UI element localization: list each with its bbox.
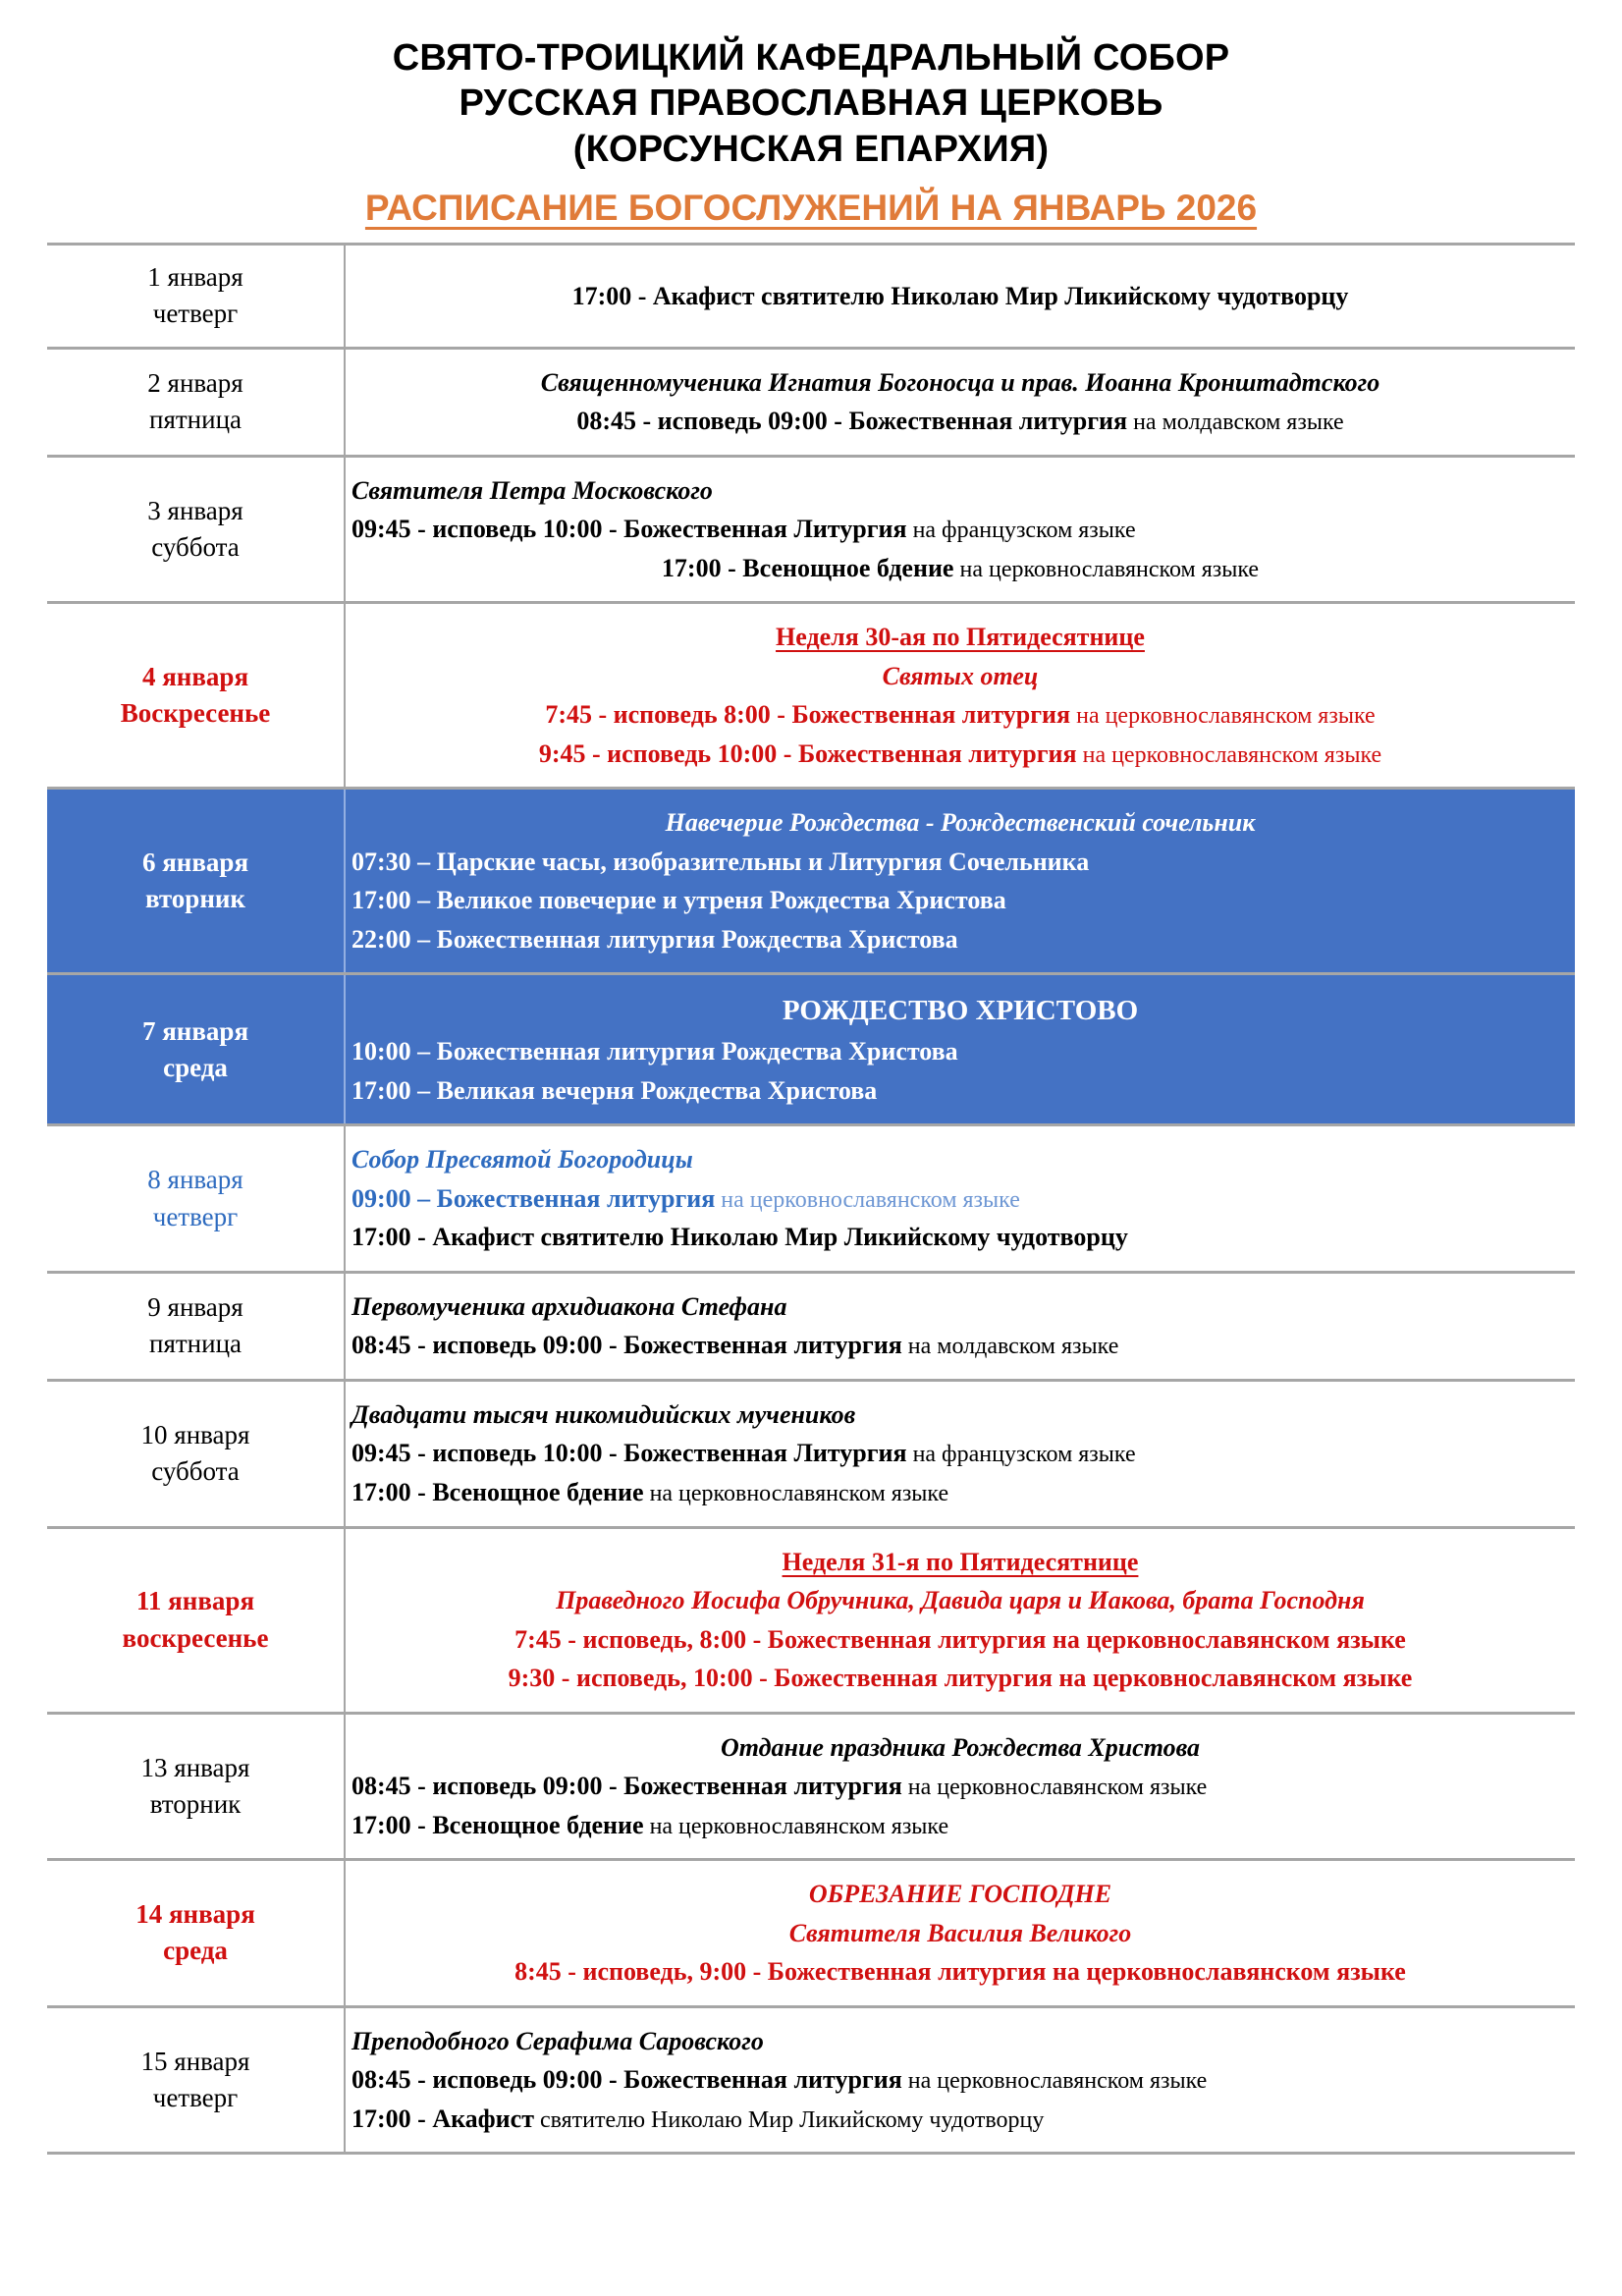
day-cell (47, 789, 345, 974)
day-name: воскресенье (122, 1622, 269, 1653)
service-line-main: 22:00 – Божественная литургия Рождества Христова (351, 924, 958, 954)
day-number: 7 января (141, 1015, 249, 1046)
schedule-row (47, 1527, 1575, 1713)
service-line-main: Преподобного Серафима Саровского (351, 2026, 764, 2055)
service-line-main: 10:00 – Божественная литургия Рождества Христова (351, 1037, 958, 1066)
service-line (351, 735, 1569, 774)
schedule-row (47, 1713, 1575, 1860)
day-name: пятница (149, 405, 242, 435)
service-line-main: Святителя Василия Великого (788, 1918, 1132, 1947)
service-line (351, 1543, 1569, 1582)
service-line (351, 1179, 1569, 1219)
service-line (351, 657, 1569, 696)
day-name: пятница (149, 1329, 242, 1359)
service-line-language: святителю Николаю Мир Ликийскому чудотворцу (533, 2106, 1045, 2133)
service-line-language: на церковнославянском языке (715, 1186, 1020, 1213)
service-line (351, 1473, 1569, 1512)
services-cell (345, 245, 1575, 349)
day-name: четверг (152, 299, 239, 329)
services-cell (345, 1125, 1575, 1273)
day-name: суббота (151, 1456, 240, 1487)
service-line-main: Отдание праздника Рождества Христова (720, 1732, 1201, 1762)
day-cell (47, 348, 345, 456)
service-line (351, 695, 1569, 735)
service-line-main: РОЖДЕСТВО ХРИСТОВО (782, 995, 1139, 1027)
service-line-main: 09:45 - исповедь 10:00 - Божественная Литургия (351, 1439, 907, 1468)
services-schedule-table (47, 243, 1575, 2155)
service-line (351, 843, 1569, 882)
schedule-row (47, 789, 1575, 974)
services-cell (345, 1713, 1575, 1860)
day-number: 11 января (135, 1586, 255, 1616)
day-cell (47, 2006, 345, 2154)
document-header (47, 35, 1575, 172)
day-name: Воскресенье (120, 698, 271, 729)
service-line (351, 1140, 1569, 1179)
day-number: 14 января (135, 1899, 255, 1930)
services-cell (345, 974, 1575, 1125)
service-line-main: Двадцати тысяч никомидийских мучеников (351, 1399, 856, 1429)
day-number: 15 января (140, 2046, 250, 2076)
service-line-main: 7:45 - исповедь 8:00 - Божественная литургия (545, 700, 1071, 730)
services-cell (345, 789, 1575, 974)
service-line-language: на церковнославянском языке (1076, 741, 1382, 768)
day-name: среда (163, 1052, 228, 1082)
day-name: четверг (152, 2082, 239, 2112)
day-cell (47, 1713, 345, 1860)
day-name: четверг (152, 1201, 239, 1231)
service-line-main: 08:45 - исповедь 09:00 - Божественная литургия (351, 1331, 902, 1360)
service-line-main: 09:00 – Божественная литургия (351, 1183, 716, 1213)
service-line (351, 1620, 1569, 1660)
day-number: 3 января (147, 495, 243, 525)
day-cell (47, 1860, 345, 2007)
service-line (351, 803, 1569, 843)
service-line (351, 277, 1569, 316)
services-cell (345, 2006, 1575, 2154)
schedule-row (47, 456, 1575, 603)
service-line-main: 17:00 - Всенощное бдение (661, 553, 954, 582)
service-line-main: Первомученика архидиакона Стефана (351, 1291, 787, 1321)
service-line (351, 1434, 1569, 1473)
schedule-row (47, 348, 1575, 456)
service-line (351, 363, 1569, 403)
day-number: 2 января (147, 367, 243, 398)
service-line (351, 2022, 1569, 2061)
service-line-main: 8:45 - исповедь, 9:00 - Божественная литургия на церковнославянском языке (514, 1957, 1406, 1987)
service-line (351, 471, 1569, 511)
service-line-main: 07:30 – Царские часы, изобразительны и Литургия Сочельника (351, 847, 1090, 876)
service-line-main: 9:45 - исповедь 10:00 - Божественная литургия (538, 738, 1077, 768)
service-line (351, 510, 1569, 549)
services-cell (345, 1527, 1575, 1713)
cathedral-name-line1: СВЯТО-ТРОИЦКИЙ КАФЕДРАЛЬНЫЙ СОБОР (392, 37, 1230, 79)
cathedral-name-line2: РУССКАЯ ПРАВОСЛАВНАЯ ЦЕРКОВЬ (459, 82, 1163, 125)
schedule-title (47, 188, 1575, 229)
day-number: 6 января (141, 847, 249, 877)
service-line-language: на церковнославянском языке (1070, 703, 1376, 730)
service-line-main: Навечерие Рождества - Рождественский сочельник (665, 808, 1256, 838)
service-line (351, 1218, 1569, 1257)
day-number: 4 января (141, 661, 249, 691)
services-cell (345, 456, 1575, 603)
day-cell (47, 245, 345, 349)
day-number: 9 января (147, 1292, 243, 1323)
service-line-main: Неделя 30-ая по Пятидесятнице (776, 623, 1145, 652)
service-line-main: 17:00 - Акафист святителю Николаю Мир Ликийскому чудотворцу (571, 281, 1349, 310)
day-cell (47, 603, 345, 789)
service-line (351, 2060, 1569, 2100)
schedule-row (47, 1860, 1575, 2007)
service-line (351, 1914, 1569, 1953)
service-line (351, 1659, 1569, 1698)
schedule-row (47, 1272, 1575, 1380)
service-line (351, 1581, 1569, 1620)
service-line-language: на церковнославянском языке (953, 556, 1260, 582)
services-cell (345, 603, 1575, 789)
service-line-language: на французском языке (906, 1442, 1136, 1468)
day-cell (47, 1380, 345, 1527)
service-line (351, 1071, 1569, 1111)
service-line-language: на церковнославянском языке (643, 1813, 949, 1839)
service-line-main: Неделя 31-я по Пятидесятнице (782, 1547, 1139, 1576)
day-number: 8 января (147, 1165, 243, 1195)
day-cell (47, 974, 345, 1125)
service-line (351, 920, 1569, 959)
schedule-row (47, 1125, 1575, 1273)
service-line (351, 1287, 1569, 1327)
day-cell (47, 1125, 345, 1273)
service-line-main: 9:30 - исповедь, 10:00 - Божественная литургия на церковнославянском языке (508, 1664, 1413, 1693)
service-line (351, 2100, 1569, 2139)
service-line-main: Святых отец (882, 661, 1039, 690)
service-line-main: 7:45 - исповедь, 8:00 - Божественная литургия на церковнославянском языке (514, 1624, 1406, 1654)
service-line-main: Священномученика Игнатия Богоносца и прав. Иоанна Кронштадтского (540, 367, 1380, 397)
day-name: среда (163, 1936, 228, 1966)
cathedral-name-line3: (КОРСУНСКАЯ ЕПАРХИЯ) (572, 128, 1050, 170)
day-number: 1 января (147, 262, 243, 293)
service-line (351, 1326, 1569, 1365)
services-cell (345, 1272, 1575, 1380)
day-name: суббота (151, 531, 240, 562)
service-line-main: Собор Пресвятой Богородицы (351, 1145, 693, 1175)
schedule-row (47, 1380, 1575, 1527)
day-cell (47, 456, 345, 603)
day-number: 10 января (140, 1419, 250, 1449)
service-line-main: 17:00 – Великая вечерня Рождества Христова (351, 1075, 878, 1105)
service-line-main: 08:45 - исповедь 09:00 - Божественная литургия (351, 2065, 902, 2095)
service-line-language: на молдавском языке (1127, 410, 1344, 436)
service-line (351, 1032, 1569, 1071)
day-number: 13 января (140, 1752, 250, 1782)
day-cell (47, 1272, 345, 1380)
service-line-main: 17:00 - Всенощное бдение (351, 1478, 644, 1506)
service-line-main: 17:00 - Акафист (351, 2104, 534, 2133)
service-line (351, 989, 1569, 1032)
service-line (351, 618, 1569, 657)
schedule-row (47, 2006, 1575, 2154)
service-line (351, 881, 1569, 920)
service-line (351, 1952, 1569, 1992)
service-line-language: на французском языке (906, 518, 1136, 544)
schedule-row (47, 974, 1575, 1125)
service-line (351, 1767, 1569, 1806)
schedule-row (47, 245, 1575, 349)
service-line-language: на молдавском языке (901, 1334, 1119, 1360)
services-cell (345, 1380, 1575, 1527)
day-cell (47, 1527, 345, 1713)
service-line-main: Святителя Петра Московского (351, 475, 713, 505)
service-line (351, 1728, 1569, 1768)
service-line (351, 1395, 1569, 1435)
service-line-main: 17:00 - Акафист святителю Николаю Мир Ликийскому чудотворцу (351, 1223, 1128, 1252)
services-cell (345, 348, 1575, 456)
service-line-language: на церковнославянском языке (901, 1775, 1208, 1801)
service-line-main: ОБРЕЗАНИЕ ГОСПОДНЕ (808, 1880, 1112, 1909)
service-line-main: 08:45 - исповедь 09:00 - Божественная литургия (576, 407, 1128, 436)
service-line (351, 1806, 1569, 1845)
service-line (351, 1875, 1569, 1914)
service-line-main: 08:45 - исповедь 09:00 - Божественная литургия (351, 1772, 902, 1801)
service-line-main: 09:45 - исповедь 10:00 - Божественная Литургия (351, 515, 907, 544)
service-line-language: на церковнославянском языке (901, 2068, 1208, 2095)
service-line-language: на церковнославянском языке (643, 1481, 949, 1506)
service-line-main: 17:00 - Всенощное бдение (351, 1810, 644, 1839)
service-line (351, 402, 1569, 441)
schedule-title-text: РАСПИСАНИЕ БОГОСЛУЖЕНИЙ НА ЯНВАРЬ 2026 (364, 188, 1258, 229)
services-cell (345, 1860, 1575, 2007)
day-name: вторник (144, 884, 245, 914)
service-line (351, 549, 1569, 588)
day-name: вторник (149, 1788, 242, 1819)
service-line-main: 17:00 – Великое повечерие и утреня Рождества Христова (351, 886, 1006, 915)
service-line-main: Праведного Иосифа Обручника, Давида царя и Иакова, брата Господня (556, 1586, 1365, 1615)
schedule-row (47, 603, 1575, 789)
